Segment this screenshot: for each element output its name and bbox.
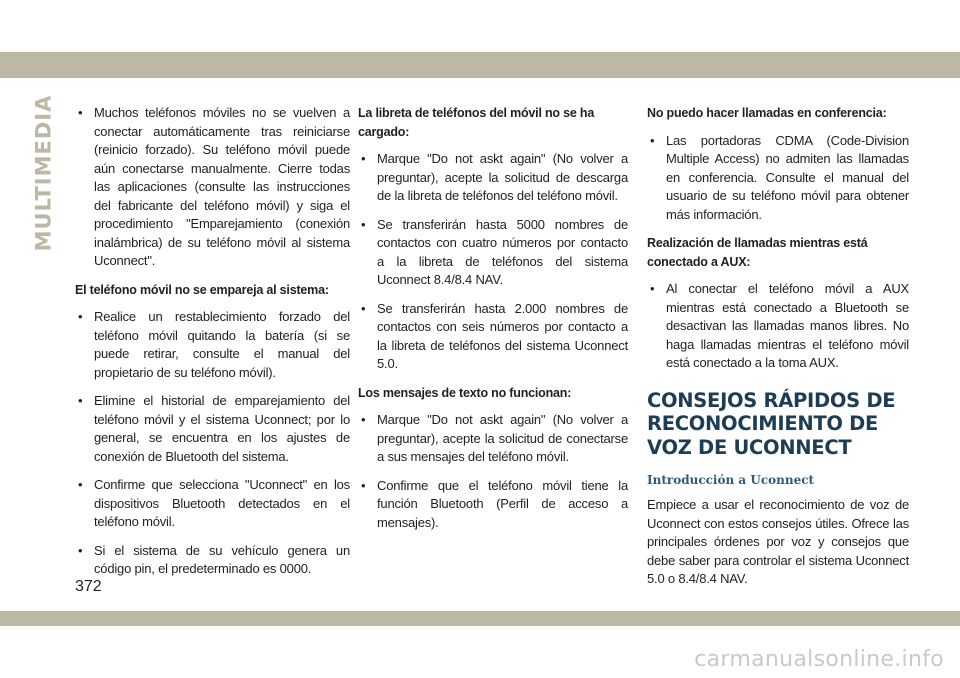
column-1 bbox=[75, 104, 350, 589]
bullet-do-not-ask: • Marque "Do not askt again" (No volver a preguntar), acepte la solicitud de descarga de la libreta de teléfonos del teléfono móvil. bbox=[358, 150, 628, 206]
subheading-intro: Introducción a Uconnect bbox=[647, 473, 815, 487]
bullet-hard-reset: • Realice un restablecimiento forzado del teléfono móvil quitando la batería (si se puede retirar, consulte el manual del propietario de su teléfono móvil). bbox=[75, 308, 350, 382]
bullet-reconnect: • Muchos teléfonos móviles no se vuelven a conectar automáticamente tras reiniciarse (reinicio forzado). Su teléfono móvil puede aún conectarse manualmente. Cierre todas las aplicaciones (consulte las instrucciones del fabricante del teléfono móvil) y siga el procedimiento "Emparejamiento (conexión inalámbrica) de su teléfono móvil al sistema Uconnect". bbox=[75, 104, 350, 271]
heading-no-pairing: El teléfono móvil no se empareja al sistema: bbox=[75, 282, 329, 297]
bullet-select-uconnect: • Confirme que selecciona "Uconnect" en los dispositivos Bluetooth detectados en el teléfono móvil. bbox=[75, 476, 350, 532]
bullet-map-profile: • Confirme que el teléfono móvil tiene la función Bluetooth (Perfil de acceso a mensajes). bbox=[358, 477, 628, 533]
column-3 bbox=[647, 104, 909, 589]
bullet-cdma: • Las portadoras CDMA (Code-Division Multiple Access) no admiten las llamadas en conferencia. Consulte el manual del usuario de su teléfono móvil para obtener más información. bbox=[647, 132, 909, 225]
section-label-text: MULTIMEDIA bbox=[31, 94, 56, 252]
bullet-delete-history: • Elimine el historial de emparejamiento del teléfono móvil y el sistema Uconnect; por lo general, se encuentra en los ajustes de conexión de Bluetooth del sistema. bbox=[75, 392, 350, 466]
bullet-5000-contacts: • Se transferirán hasta 5000 nombres de contactos con cuatro números por contacto a la libreta de teléfonos del sistema Uconnect 8.4/8.4 NAV. bbox=[358, 216, 628, 290]
intro-paragraph: Empiece a usar el reconocimiento de voz de Uconnect con estos consejos útiles. Ofrece las principales órdenes por voz y consejos que debe saber para controlar el sistema Uconnect 5.0 o 8.4/8.4 NAV. bbox=[647, 497, 909, 586]
heading-voice-tips: CONSEJOS RÁPIDOS DE RECONOCIMIENTO DE VOZ DE UCONNECT bbox=[647, 388, 896, 459]
heading-conference-calls: No puedo hacer llamadas en conferencia: bbox=[647, 106, 887, 120]
heading-text-messages: Los mensajes de texto no funcionan: bbox=[358, 385, 572, 400]
top-band bbox=[0, 52, 960, 78]
watermark: carmanualsonline.info bbox=[694, 647, 944, 672]
column-2 bbox=[358, 104, 628, 542]
heading-aux-calls: Realización de llamadas mientras está conectado a AUX: bbox=[647, 236, 868, 269]
bullet-pin-code: • Si el sistema de su vehículo genera un código pin, el predeterminado es 0000. bbox=[75, 542, 350, 579]
bottom-band bbox=[0, 611, 960, 626]
page-number: 372 bbox=[75, 578, 102, 595]
section-side-label bbox=[28, 94, 58, 252]
bullet-2000-contacts: • Se transferirán hasta 2.000 nombres de contactos con seis números por contacto a la libreta de teléfonos del sistema Uconnect 5.0. bbox=[358, 300, 628, 374]
bullet-aux-connect: • Al conectar el teléfono móvil a AUX mientras está conectado a Bluetooth se desactivan las llamadas manos libres. No haga llamadas mientras el teléfono móvil está conectado a la toma AUX. bbox=[647, 280, 909, 373]
bullet-accept-messages: • Marque "Do not askt again" (No volver a preguntar), acepte la solicitud de conectarse a sus mensajes del teléfono móvil. bbox=[358, 411, 628, 467]
heading-phonebook: La libreta de teléfonos del móvil no se ha cargado: bbox=[358, 106, 595, 139]
